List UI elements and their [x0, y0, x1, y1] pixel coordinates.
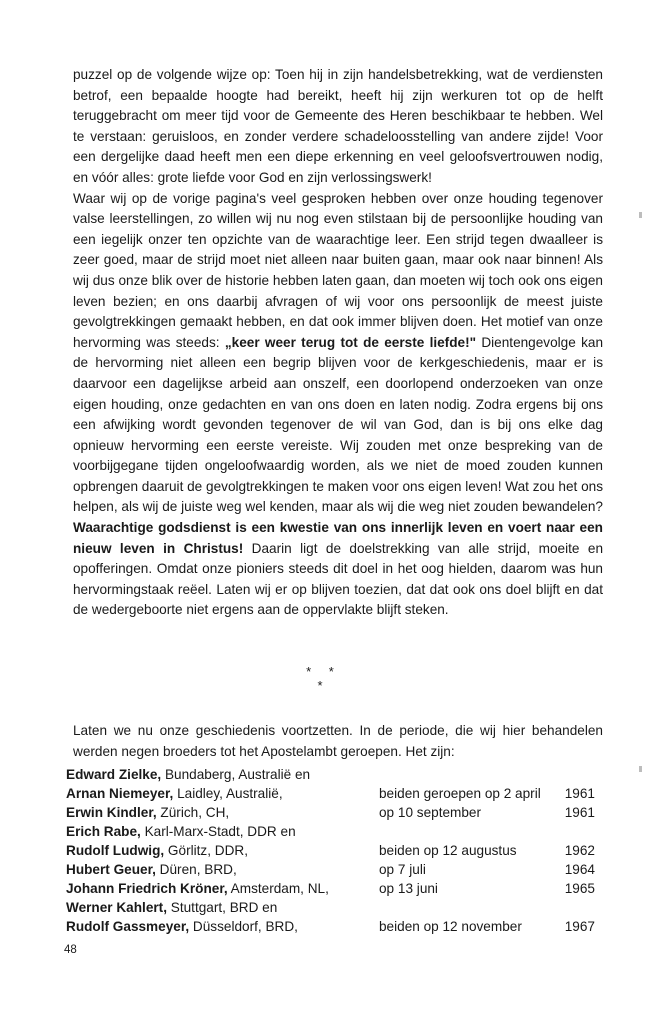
paragraph-2-text: Waar wij op de vorige pagina's veel gesproken hebben over onze houding tegenover valse leerstellingen, zo willen wij nu nog even stilstaan bij de persoonlijke houding van een iegelijk onzer ten opzichte van de waarachtige leer. Een strijd tegen dwaalleer is zeer goed, maar de strijd moet niet alleen naar buiten gaan, maar ook naar binnen! Als wij dus onze blik over de historie hebben laten gaan, dan moeten wij toch ook ons eigen leven bezien; en ons daarbij afvragen of wij voor ons persoonlijk de meest juiste gevolgtrekkingen gemaakt hebben, en dat ook immer blijven doen. Het motief van onze hervorming was steeds: [73, 190, 603, 350]
apostle-name: Rudolf Gassmeyer, [66, 919, 190, 934]
paragraph-2-text-end: Daarin ligt de doelstrekking van alle strijd, moeite en opofferingen. Omdat onze pioniers steeds dit doel in het oog hielden, daarom was hun hervormingstaak reëel. Laten wij er op blijven toezien, dat dat ook ons doel blijft en dat de wedergeboorte niet ergens aan de oppervlakte blijft steken. [73, 540, 604, 618]
separator-bottom-star: * [317, 678, 323, 693]
apostle-row [66, 803, 611, 823]
apostle-name: Werner Kahlert, [66, 900, 167, 915]
section-separator [300, 664, 340, 692]
paragraph-2-bold-quote: „keer weer terug tot de eerste liefde!" [224, 334, 477, 350]
apostle-name: Erwin Kindler, [66, 805, 157, 820]
apostle-year: 1961 [564, 786, 595, 801]
apostle-place: Amsterdam, NL, [227, 881, 329, 896]
apostle-name: Edward Zielke, [66, 767, 162, 782]
apostle-row [66, 765, 611, 785]
apostle-place: Bundaberg, Australië en [161, 767, 311, 782]
apostle-row [66, 822, 611, 842]
apostle-date: op 13 juni [379, 881, 438, 896]
page-number: 48 [64, 944, 77, 956]
apostle-date: op 10 september [379, 805, 482, 820]
apostle-date: beiden geroepen op 2 april [379, 786, 541, 801]
scan-mark [639, 766, 642, 772]
apostle-year: 1965 [564, 881, 595, 896]
paragraph-1-text: puzzel op de volgende wijze op: Toen hij in zijn handelsbetrekking, wat de verdiensten betrof, een bepaalde hoogte had bereikt, heeft hij zijn werkuren tot op de helft teruggebracht om meer tijd voor de Gemeente des Heren beschikbaar te hebben. Wel te verstaan: geruisloos, en zonder verdere schadeloosstelling van andere zijde! Voor een dergelijke daad heeft men een diepe erkenning en veel geloofsvertrouwen nodig, en vóór alles: grote liefde voor God en zijn verlossingswerk! [73, 67, 603, 185]
paragraph-2-bold-statement: Waarachtige godsdienst is een kwestie van ons innerlijk leven en voert naar een nieuw leven in Christus! [73, 520, 603, 556]
apostle-place: Zürich, CH, [156, 805, 230, 820]
apostle-place: Görlitz, DDR, [164, 843, 248, 858]
apostle-name: Hubert Geuer, [66, 862, 156, 877]
apostle-place: Karl-Marx-Stadt, DDR en [140, 824, 296, 839]
apostle-name: Johann Friedrich Kröner, [66, 881, 228, 896]
apostle-name: Rudolf Ludwig, [66, 843, 165, 858]
apostle-row [66, 784, 611, 804]
apostle-place: Stuttgart, BRD en [166, 900, 278, 915]
apostle-row [66, 917, 611, 937]
apostle-row [66, 879, 611, 899]
apostle-date: beiden op 12 november [379, 919, 522, 934]
apostle-row [66, 898, 611, 918]
apostle-row [66, 841, 611, 861]
apostle-row [66, 860, 611, 880]
apostle-name: Arnan Niemeyer, [66, 786, 174, 801]
apostle-place: Düren, BRD, [155, 862, 237, 877]
separator-top-stars: * * [306, 664, 334, 679]
apostle-year: 1961 [564, 805, 595, 820]
paragraph-continuation [73, 65, 603, 621]
scan-mark [639, 212, 642, 218]
paragraph-2-text-cont: Dientengevolge kan de hervorming niet alleen een begrip blijven voor de kerkgeschiedenis, maar er is daarvoor een dagelijkse arbeid aan onszelf, een doorlopend onderzoeken van onze eigen houding, onze gedachten en van ons doen en laten nodig. Zodra ergens bij ons een afwijking wordt gevonden tegenover de wil van God, dan is bij ons elke dag opnieuw hervorming een eerste vereiste. Wij zouden met onze bespreking van de voorbijgegane tijden ongeloofwaardig worden, als we niet de moed zouden kunnen opbrengen daaruit de gevolgtrekkingen te maken voor ons eigen leven! Wat zou het ons helpen, als wij de juiste weg wel kenden, maar als wij die weg niet zouden bewandelen? [73, 334, 604, 515]
apostle-year: 1964 [564, 862, 595, 877]
apostle-place: Düsseldorf, BRD, [189, 919, 298, 934]
apostle-year: 1967 [564, 919, 595, 934]
apostle-name: Erich Rabe, [66, 824, 141, 839]
apostle-date: beiden op 12 augustus [379, 843, 517, 858]
apostle-place: Laidley, Australië, [173, 786, 283, 801]
apostle-year: 1962 [564, 843, 595, 858]
apostle-date: op 7 juli [379, 862, 426, 877]
apostles-intro: Laten we nu onze geschiedenis voortzetten. In de periode, die wij hier behandelen werden negen broeders tot het Apostelambt geroepen. Het zijn: [73, 723, 603, 759]
